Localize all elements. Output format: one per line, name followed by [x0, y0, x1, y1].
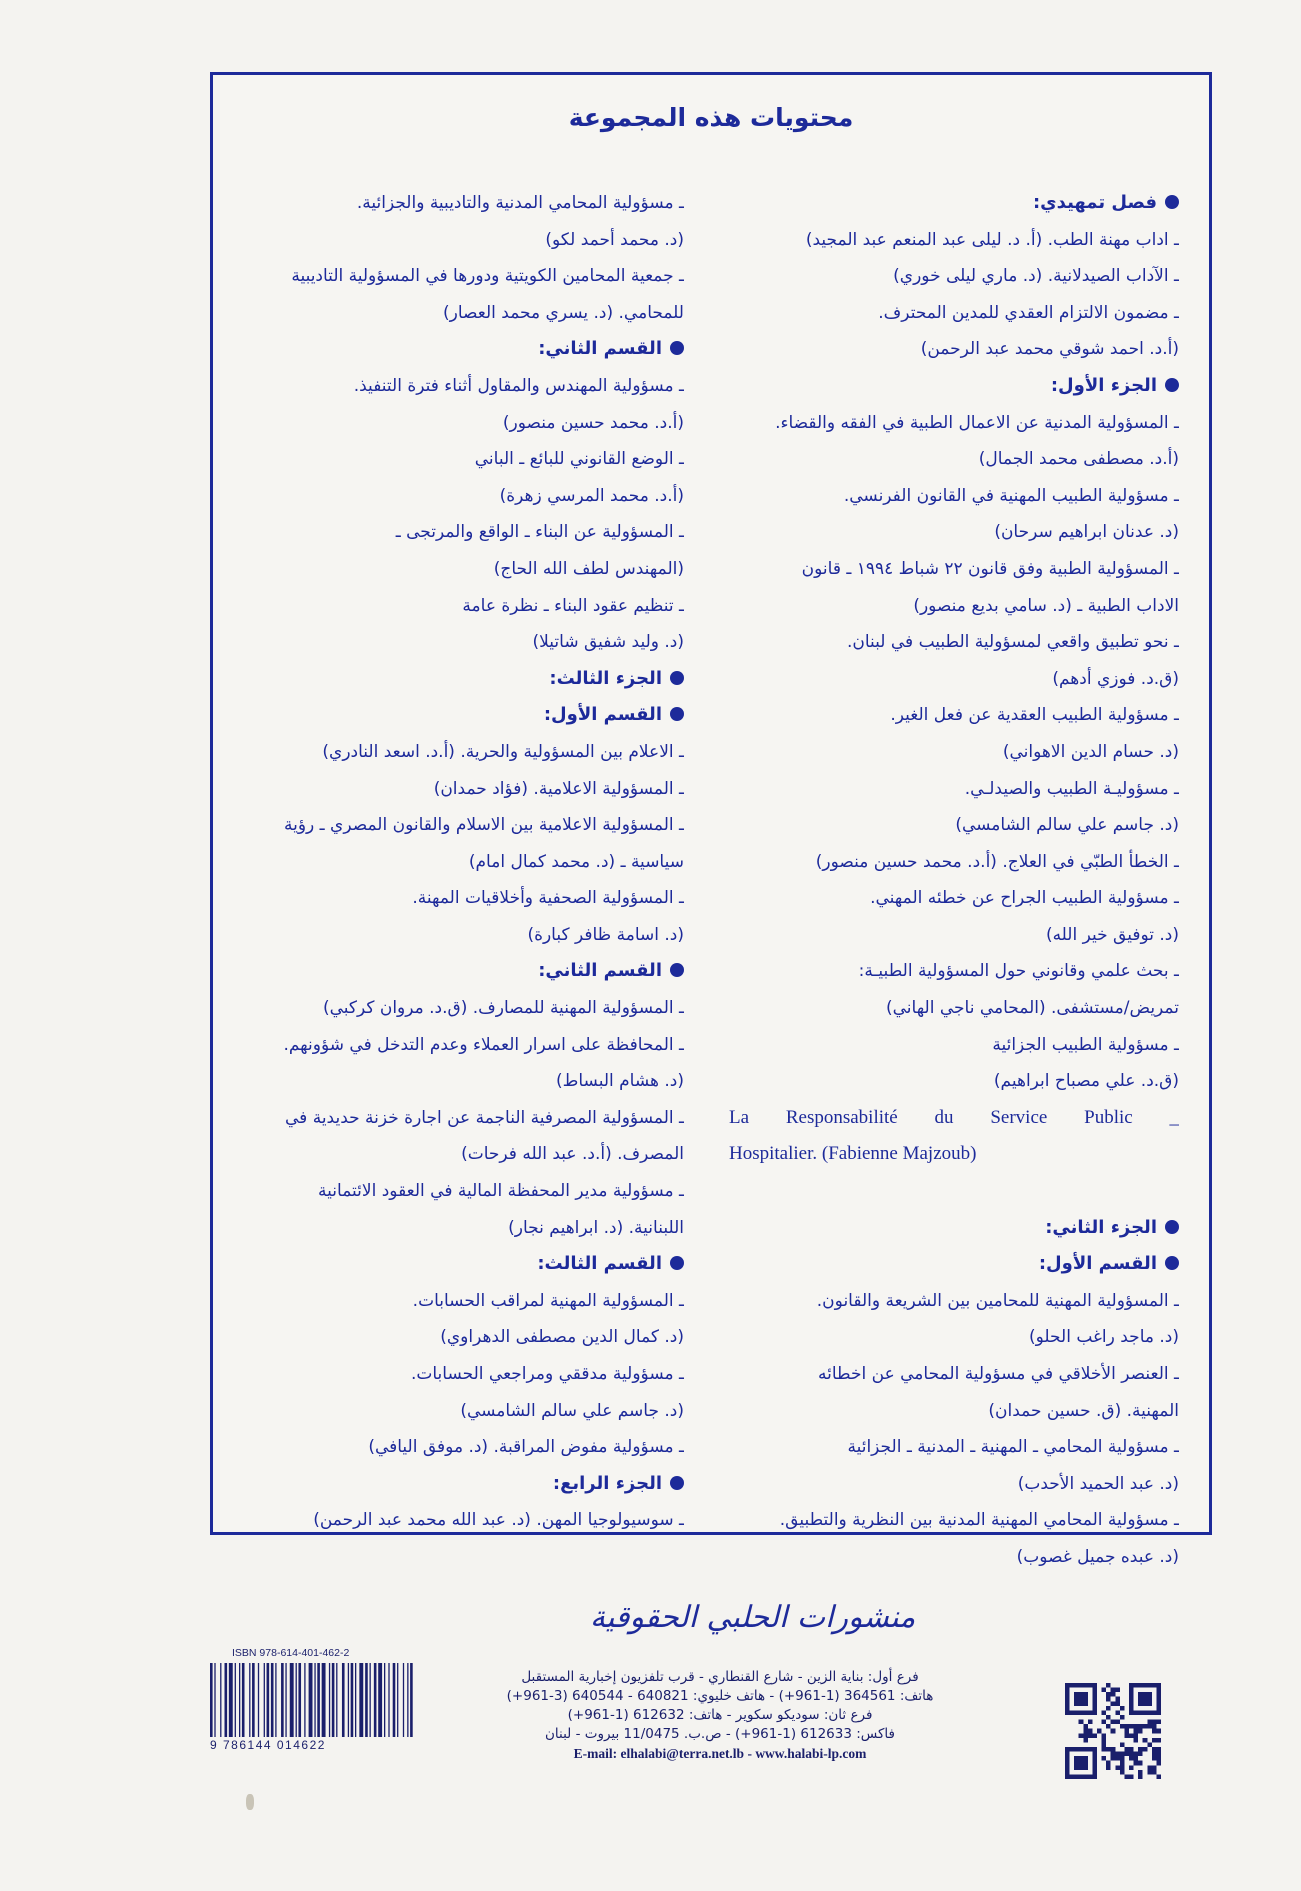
- contents-entry: (أ.د. محمد حسين منصور): [502, 412, 684, 433]
- contents-entry: ـ مسؤولية مدققي ومراجعي الحسابات.: [410, 1364, 684, 1384]
- contents-entry: (د. جاسم علي سالم الشامسي): [460, 1400, 684, 1421]
- paper-mark: [246, 1794, 254, 1810]
- contents-entry: ـ مضمون الالتزام العقدي للمدين المحترف.: [878, 302, 1179, 323]
- contents-entry: ـ مسؤولية الطبيب الجراح عن خطئه المهني.: [870, 888, 1179, 909]
- contents-entry: (د. عبده جميل غصوب): [1016, 1546, 1179, 1567]
- contents-entry: ـ تنظيم عقود البناء ـ نظرة عامة: [462, 595, 684, 616]
- contents-entry: ـ المسؤولية الصحفية وأخلاقيات المهنة.: [412, 888, 684, 909]
- publisher-logo-text: منشورات الحلبي الحقوقية: [590, 1600, 916, 1635]
- contents-entry: ـ مسؤولية الطبيب المهنية في القانون الفرنسي.: [843, 485, 1179, 506]
- section-heading: الجزء الأول:: [729, 368, 1179, 405]
- contents-column-right: [729, 185, 1179, 1576]
- section-heading: القسم الثاني:: [234, 953, 684, 990]
- isbn-digits: 9 786144 014622: [210, 1738, 326, 1752]
- contents-entry: [729, 1173, 1179, 1210]
- contents-entry: ـ المسؤولية المدنية عن الاعمال الطبية في الفقه والقضاء.: [775, 412, 1179, 433]
- section-heading: القسم الثاني:: [234, 331, 684, 368]
- contents-entry: ـ بحث علمي وقانوني حول المسؤولية الطبيـة:: [858, 961, 1179, 982]
- contents-entry: (أ.د. مصطفى محمد الجمال): [978, 449, 1179, 470]
- contents-entry: Hospitalier. (Fabienne Majzoub): [729, 1143, 977, 1165]
- section-heading: القسم الأول:: [234, 697, 684, 734]
- contents-entry: ـ المحافظة على اسرار العملاء وعدم التدخل في شؤونهم.: [283, 1034, 684, 1055]
- contents-entry: ـ جمعية المحامين الكويتية ودورها في المسؤولية التاديبية: [291, 266, 684, 287]
- contact-line: فرع أول: بناية الزين - شارع القنطاري - قرب تلفزيون إخبارية المستقبل: [521, 1669, 919, 1685]
- contents-entry: ـ المسؤولية الاعلامية. (فؤاد حمدان): [433, 778, 684, 799]
- contents-entry: (د. هشام البساط): [556, 1071, 684, 1092]
- section-heading: القسم الثالث:: [234, 1246, 684, 1283]
- contents-entry: سياسية ـ (د. محمد كمال امام): [468, 851, 684, 872]
- contents-entry: المهنية. (ق. حسين حمدان): [988, 1400, 1179, 1421]
- contents-entry: ـ مسؤولية مدير المحفظة المالية في العقود الائتمانية: [318, 1181, 684, 1202]
- contents-entry: ـ العنصر الأخلاقي في مسؤولية المحامي عن اخطائه: [818, 1364, 1179, 1384]
- contents-entry: ـ مسؤولية مفوض المراقبة. (د. موفق اليافي): [368, 1437, 684, 1458]
- contents-entry: La Responsabilité du Service Public _: [729, 1106, 1179, 1128]
- contents-entry: (د. اسامة ظافر كبارة): [527, 924, 684, 945]
- page-title: محتويات هذه المجموعة: [568, 103, 854, 132]
- contents-column-left: [234, 185, 684, 1539]
- contents-entry: (د. توفيق خير الله): [1045, 924, 1179, 945]
- contents-entry: ـ مسؤولية المحامي ـ المهنية ـ المدنية ـ الجزائية: [847, 1437, 1179, 1458]
- contents-entry: (ق.د. فوزي أدهم): [1052, 668, 1179, 689]
- contents-entry: (أ.د. محمد المرسي زهرة): [499, 485, 684, 506]
- contents-entry: ـ مسؤولية الطبيب الجزائية: [992, 1034, 1179, 1055]
- section-heading: فصل تمهيدي:: [729, 185, 1179, 222]
- contents-entry: (د. عبد الحميد الأحدب): [1017, 1473, 1179, 1494]
- contents-entry: (د. محمد أحمد لكو): [545, 229, 684, 250]
- contents-entry: (د. كمال الدين مصطفى الدهراوي): [440, 1327, 684, 1348]
- contents-entry: (ق.د. علي مصباح ابراهيم): [993, 1071, 1179, 1092]
- contents-entry: ـ اداب مهنة الطب. (أ. د. ليلى عبد المنعم عبد المجيد): [805, 229, 1179, 250]
- contact-line: E-mail: elhalabi@terra.net.lb - www.halabi-lp.com: [573, 1746, 867, 1761]
- section-heading: الجزء الثاني:: [729, 1210, 1179, 1247]
- contents-entry: ـ مسؤولية المحامي المدنية والتاديبية والجزائية.: [356, 193, 684, 213]
- contents-entry: ـ مسؤولية المحامي المهنية المدنية بين النظرية والتطبيق.: [779, 1510, 1179, 1531]
- contents-entry: الاداب الطبية ـ (د. سامي بديع منصور): [913, 595, 1179, 616]
- contents-entry: ـ المسؤولية المصرفية الناجمة عن اجارة خزنة حديدية في: [285, 1107, 684, 1128]
- contents-entry: ـ المسؤولية المهنية للمصارف. (ق.د. مروان كركبي): [322, 998, 684, 1019]
- section-heading: الجزء الرابع:: [234, 1466, 684, 1503]
- qr-code-icon: [1065, 1683, 1161, 1779]
- section-heading: القسم الأول:: [729, 1246, 1179, 1283]
- contents-entry: ـ الخطأ الطبّي في العلاج. (أ.د. محمد حسين منصور): [815, 851, 1179, 872]
- contents-entry: ـ الوضع القانوني للبائع ـ الباني: [474, 449, 684, 470]
- contents-entry: ـ مسؤولية الطبيب العقدية عن فعل الغير.: [890, 705, 1179, 726]
- contents-entry: اللبنانية. (د. ابراهيم نجار): [508, 1217, 684, 1238]
- contents-entry: (د. جاسم علي سالم الشامسي): [955, 815, 1179, 836]
- contents-entry: ـ مسؤولية المهندس والمقاول أثناء فترة التنفيذ.: [353, 375, 684, 396]
- contents-entry: ـ سوسيولوجيا المهن. (د. عبد الله محمد عبد الرحمن): [313, 1510, 684, 1531]
- contents-entry: ـ المسؤولية الاعلامية بين الاسلام والقانون المصري ـ رؤية: [283, 815, 684, 836]
- contents-entry: ـ المسؤولية عن البناء ـ الواقع والمرتجى ـ: [395, 522, 684, 543]
- contents-entry: ـ مسؤوليـة الطبيب والصيدلـي.: [964, 778, 1179, 799]
- contents-entry: للمحامي. (د. يسري محمد العصار): [443, 302, 684, 323]
- contact-line: هاتف: 364561 (1-961+) - هاتف خليوي: 640821 - 640544 (3-961+): [506, 1688, 934, 1704]
- contents-entry: ـ نحو تطبيق واقعي لمسؤولية الطبيب في لبنان.: [846, 632, 1179, 653]
- barcode-icon: [208, 1663, 475, 1737]
- isbn-block: [208, 1647, 475, 1757]
- contents-entry: المصرف. (أ.د. عبد الله فرحات): [461, 1144, 684, 1165]
- section-heading: الجزء الثالث:: [234, 661, 684, 698]
- contents-entry: (أ.د. احمد شوقي محمد عبد الرحمن): [920, 339, 1179, 360]
- contents-entry: تمريض/مستشفى. (المحامي ناجي الهاني): [885, 998, 1179, 1019]
- contents-entry: ـ المسؤولية المهنية لمراقب الحسابات.: [412, 1290, 684, 1311]
- contents-entry: (د. وليد شفيق شاتيلا): [532, 632, 684, 653]
- isbn-label: ISBN 978-614-401-462-2: [232, 1647, 350, 1659]
- contents-entry: (المهندس لطف الله الحاج): [493, 558, 684, 579]
- contents-frame: [210, 72, 1212, 1567]
- contents-entry: ـ الآداب الصيدلانية. (د. ماري ليلى خوري): [893, 266, 1179, 287]
- contents-entry: ـ الاعلام بين المسؤولية والحرية. (أ.د. اسعد النادري): [322, 741, 684, 762]
- contact-line: فرع ثان: سوديكو سكوير - هاتف: 612632 (1-961+): [567, 1707, 873, 1723]
- contents-entry: (د. ماجد راغب الحلو): [1029, 1327, 1179, 1348]
- contact-info: [460, 1668, 980, 1763]
- contents-entry: ـ المسؤولية الطبية وفق قانون ٢٢ شباط ١٩٩٤ ـ قانون: [801, 558, 1179, 579]
- contact-line: فاكس: 612633 (1-961+) - ص.ب. 11/0475 بيروت - لبنان: [545, 1726, 895, 1742]
- contents-entry: ـ المسؤولية المهنية للمحامين بين الشريعة والقانون.: [816, 1290, 1179, 1311]
- contents-entry: (د. حسام الدين الاهواني): [1002, 741, 1179, 762]
- contents-entry: (د. عدنان ابراهيم سرحان): [994, 522, 1179, 543]
